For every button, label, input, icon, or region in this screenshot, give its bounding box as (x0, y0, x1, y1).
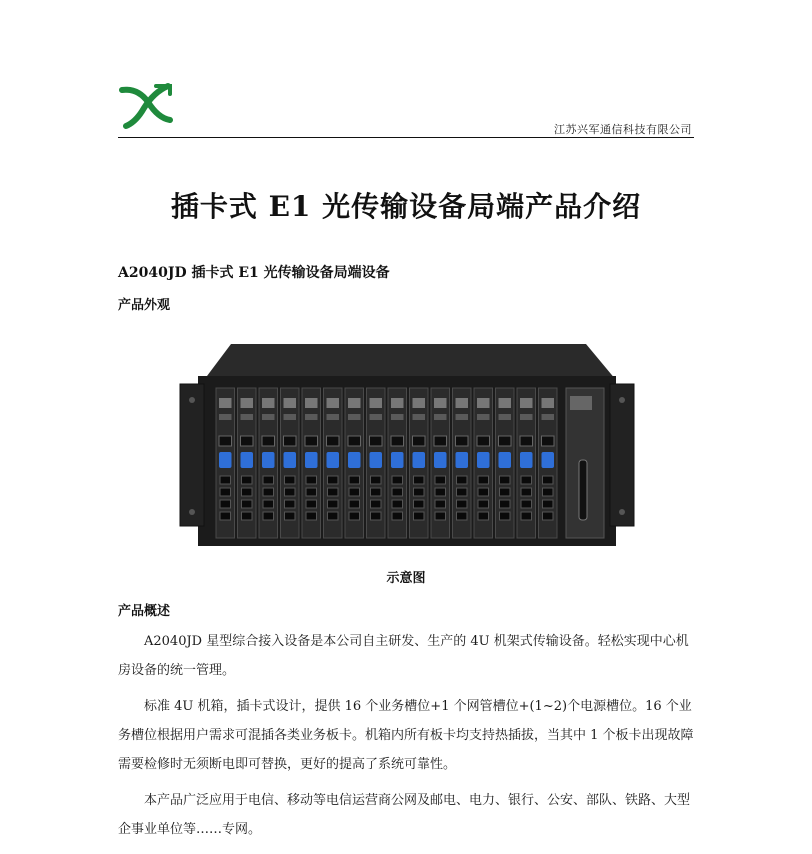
e1-port (392, 500, 403, 508)
optical-port (542, 452, 555, 468)
optical-port (391, 452, 404, 468)
card-indicator (391, 414, 404, 420)
optical-port (241, 452, 254, 468)
card-indicator (262, 414, 275, 420)
page-title: 插卡式 E1 光传输设备局端产品介绍 (170, 190, 642, 223)
card-indicator (542, 414, 555, 420)
optical-port (305, 452, 318, 468)
e1-port (478, 488, 489, 496)
sfp-port (305, 436, 318, 446)
card-label (542, 398, 555, 408)
e1-port (306, 476, 317, 484)
card-indicator (370, 414, 383, 420)
e1-port (263, 488, 274, 496)
card-label (456, 398, 469, 408)
e1-port (435, 512, 446, 520)
e1-port (414, 488, 425, 496)
e1-port (328, 512, 339, 520)
paragraph-applications: 本产品广泛应用于电信、移动等电信运营商公网及邮电、电力、银行、公安、部队、铁路、大型企事业单位等……专网。 (118, 793, 691, 837)
figure-caption: 示意图 (386, 571, 426, 586)
optical-port (477, 452, 490, 468)
card-indicator (434, 414, 447, 420)
e1-port (328, 488, 339, 496)
e1-port (220, 476, 231, 484)
e1-port (478, 500, 489, 508)
sfp-port (391, 436, 404, 446)
e1-port (521, 476, 532, 484)
optical-port (262, 452, 275, 468)
e1-port (392, 476, 403, 484)
e1-port (371, 500, 382, 508)
sfp-port (262, 436, 275, 446)
sfp-port (520, 436, 533, 446)
card-indicator (241, 414, 254, 420)
e1-port (500, 476, 511, 484)
e1-port (435, 500, 446, 508)
card-label (434, 398, 447, 408)
card-indicator (520, 414, 533, 420)
e1-port (328, 476, 339, 484)
ear-hole (189, 509, 195, 515)
optical-port (434, 452, 447, 468)
ear-hole (619, 397, 625, 403)
sfp-port (327, 436, 340, 446)
card-label (262, 398, 275, 408)
e1-port (543, 512, 554, 520)
e1-port (242, 476, 253, 484)
e1-port (521, 512, 532, 520)
card-indicator (456, 414, 469, 420)
optical-port (413, 452, 426, 468)
optical-port (370, 452, 383, 468)
e1-port (306, 512, 317, 520)
optical-port (456, 452, 469, 468)
chassis-top (204, 344, 616, 380)
optical-port (327, 452, 340, 468)
card-label (284, 398, 297, 408)
e1-port (349, 512, 360, 520)
e1-port (242, 488, 253, 496)
appearance-heading: 产品外观 (118, 298, 171, 313)
e1-port (543, 488, 554, 496)
mgmt-card-handle (579, 460, 587, 520)
e1-port (263, 500, 274, 508)
card-label (477, 398, 490, 408)
e1-port (500, 500, 511, 508)
e1-port (435, 476, 446, 484)
card-label (241, 398, 254, 408)
e1-port (457, 512, 468, 520)
overview-heading: 产品概述 (118, 604, 171, 619)
header-divider (118, 137, 694, 138)
card-indicator (348, 414, 361, 420)
model-heading: A2040JD 插卡式 E1 光传输设备局端设备 (118, 265, 390, 281)
sfp-port (456, 436, 469, 446)
company-logo (118, 80, 174, 130)
e1-port (263, 476, 274, 484)
e1-port (521, 500, 532, 508)
optical-port (348, 452, 361, 468)
card-indicator (219, 414, 232, 420)
sfp-port (348, 436, 361, 446)
mgmt-card-label (570, 396, 592, 410)
e1-port (371, 488, 382, 496)
sfp-port (284, 436, 297, 446)
card-label (391, 398, 404, 408)
e1-port (500, 512, 511, 520)
optical-port (219, 452, 232, 468)
right-rack-ear (610, 384, 634, 526)
e1-port (543, 476, 554, 484)
e1-port (371, 512, 382, 520)
card-label (520, 398, 533, 408)
ear-hole (619, 509, 625, 515)
optical-port (499, 452, 512, 468)
e1-port (220, 488, 231, 496)
card-indicator (327, 414, 340, 420)
e1-port (478, 512, 489, 520)
card-indicator (499, 414, 512, 420)
e1-port (457, 476, 468, 484)
e1-port (306, 488, 317, 496)
e1-port (435, 488, 446, 496)
e1-port (500, 488, 511, 496)
card-label (327, 398, 340, 408)
e1-port (220, 512, 231, 520)
company-name: 江苏兴军通信科技有限公司 (554, 123, 692, 136)
optical-port (520, 452, 533, 468)
sfp-port (219, 436, 232, 446)
card-label (499, 398, 512, 408)
card-indicator (413, 414, 426, 420)
card-indicator (305, 414, 318, 420)
device-image (176, 340, 638, 556)
card-label (305, 398, 318, 408)
card-label (348, 398, 361, 408)
sfp-port (477, 436, 490, 446)
e1-port (414, 500, 425, 508)
e1-port (263, 512, 274, 520)
sfp-port (241, 436, 254, 446)
e1-port (392, 488, 403, 496)
e1-port (306, 500, 317, 508)
e1-port (349, 488, 360, 496)
sfp-port (413, 436, 426, 446)
e1-port (414, 512, 425, 520)
e1-port (242, 500, 253, 508)
e1-port (457, 500, 468, 508)
e1-port (285, 476, 296, 484)
left-rack-ear (180, 384, 204, 526)
e1-port (328, 500, 339, 508)
optical-port (284, 452, 297, 468)
e1-port (371, 476, 382, 484)
e1-port (457, 488, 468, 496)
sfp-port (542, 436, 555, 446)
e1-port (543, 500, 554, 508)
e1-port (220, 500, 231, 508)
card-indicator (284, 414, 297, 420)
e1-port (242, 512, 253, 520)
card-label (219, 398, 232, 408)
paragraph-chassis: 标准 4U 机箱，插卡式设计，提供 16 个业务槽位+1 个网管槽位+(1~2)个电源槽位。16 个业务槽位根据用户需求可混插各类业务板卡。机箱内所有板卡均支持热插拔，当其中 1 个板卡出现故障需要检修时无须断电即可替换，更好的提高了系统可靠性。 (118, 699, 694, 772)
sfp-port (499, 436, 512, 446)
sfp-port (434, 436, 447, 446)
card-label (370, 398, 383, 408)
e1-port (521, 488, 532, 496)
e1-port (392, 512, 403, 520)
card-indicator (477, 414, 490, 420)
e1-port (349, 500, 360, 508)
e1-port (478, 476, 489, 484)
paragraph-intro: A2040JD 星型综合接入设备是本公司自主研发、生产的 4U 机架式传输设备。轻松实现中心机房设备的统一管理。 (118, 634, 689, 678)
e1-port (349, 476, 360, 484)
ear-hole (189, 397, 195, 403)
card-label (413, 398, 426, 408)
e1-port (285, 500, 296, 508)
e1-port (414, 476, 425, 484)
e1-port (285, 488, 296, 496)
e1-port (285, 512, 296, 520)
sfp-port (370, 436, 383, 446)
